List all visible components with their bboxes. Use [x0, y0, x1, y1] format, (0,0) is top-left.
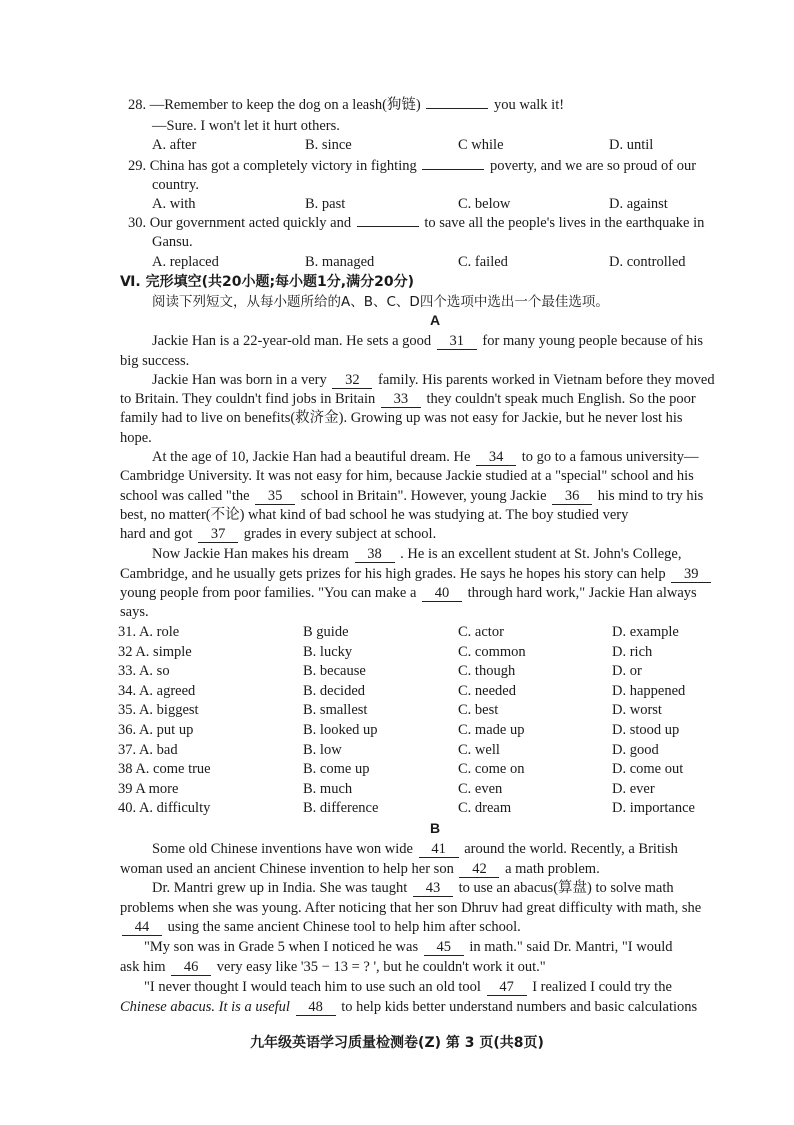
passage-line: big success.: [120, 353, 190, 369]
option: 38 A. come true: [118, 761, 211, 778]
answer-blank: 41: [419, 841, 459, 858]
option: B. decided: [303, 682, 366, 699]
answer-blank: 34: [476, 449, 516, 466]
passage-line: Jackie Han is a 22-year-old man. He sets a good 31 for many young people because of his: [152, 333, 704, 349]
option: A. replaced: [152, 254, 219, 270]
option: 34. A. agreed: [118, 682, 196, 699]
passage-line: problems when she was young. After noticing that her son Dhruv had great difficulty with math, she: [120, 900, 702, 916]
passage-line: Some old Chinese inventions have won wide 41 around the world. Recently, a British: [152, 841, 678, 857]
question-stem: to save all the people's lives in the earthquake in: [424, 215, 705, 231]
option: B. past: [305, 196, 346, 212]
option: B. difference: [303, 800, 379, 817]
answer-blank: 45: [424, 939, 464, 956]
option: D. worst: [612, 702, 662, 719]
option: C. though: [458, 663, 516, 680]
option: B. looked up: [303, 722, 378, 738]
option: 40. A. difficulty: [118, 800, 211, 817]
answer-blank: [422, 169, 484, 170]
option: C. best: [458, 702, 499, 719]
passage-line: family had to live on benefits(救济金). Growing up was not easy for Jackie, but he never lost his: [120, 410, 683, 426]
option: C. below: [458, 196, 511, 212]
answer-blank: 42: [459, 861, 499, 878]
question-stem: China has got a completely victory in fighting: [149, 158, 417, 174]
option: D. until: [609, 137, 654, 153]
answer-blank: [357, 226, 419, 227]
option: B. because: [303, 663, 366, 680]
option: B. lucky: [303, 643, 353, 660]
passage-line: says.: [120, 604, 149, 620]
question-reply: —Sure. I won't let it hurt others.: [152, 118, 340, 134]
answer-blank: 33: [381, 391, 421, 408]
passage-line: Jackie Han was born in a very 32 family. His parents worked in Vietnam before they moved: [152, 372, 715, 388]
question-stem: —Remember to keep the dog on a leash(狗链): [149, 97, 421, 113]
option: B. much: [303, 780, 353, 797]
option: D. happened: [612, 682, 686, 699]
answer-blank: 38: [355, 546, 395, 563]
question-stem: Our government acted quickly and: [149, 215, 352, 231]
section-title: Ⅵ. 完形填空(共20小题;每小题1分,满分20分): [120, 274, 414, 290]
option: 33. A. so: [118, 663, 170, 680]
passage-line: best, no matter(不论) what kind of bad school he was studying at. The boy studied very: [120, 507, 629, 523]
passage-line: woman used an ancient Chinese invention to help her son 42 a math problem.: [120, 861, 600, 877]
page-footer: 九年级英语学习质量检测卷(Z) 第 3 页(共8页): [250, 1035, 544, 1051]
option: D. rich: [612, 643, 653, 660]
option: C. well: [458, 741, 500, 758]
question-stem: poverty, and we are so proud of our: [490, 158, 697, 174]
option: 36. A. put up: [118, 722, 194, 738]
option: A. with: [152, 196, 196, 212]
option: C while: [458, 137, 504, 153]
passage-label: B: [430, 820, 441, 836]
option: 31. A. role: [118, 624, 180, 640]
option: 39 A more: [118, 780, 179, 797]
answer-blank: 44: [122, 919, 162, 936]
option: D. example: [612, 624, 679, 640]
answer-blank: 40: [422, 585, 462, 602]
option: D. stood up: [612, 722, 680, 738]
option: C. common: [458, 643, 526, 660]
answer-blank: 32: [332, 372, 372, 389]
passage-line: Now Jackie Han makes his dream 38 . He is an excellent student at St. John's College,: [152, 546, 682, 562]
option: B. low: [303, 741, 342, 758]
passage-line: At the age of 10, Jackie Han had a beautiful dream. He 34 to go to a famous university—: [152, 449, 699, 465]
answer-blank: 43: [413, 880, 453, 897]
passage-label: A: [430, 312, 441, 328]
option: D. against: [609, 196, 668, 212]
passage-line: Chinese abacus. It is a useful 48 to help kids better understand numbers and basic calculations: [120, 999, 698, 1015]
option: D. good: [612, 741, 659, 758]
answer-blank: 37: [198, 526, 238, 543]
question-28: [128, 96, 564, 115]
option: D. come out: [612, 761, 684, 778]
option: B. managed: [305, 254, 375, 270]
question-number: 28.: [128, 97, 147, 113]
option: D. importance: [612, 800, 695, 817]
passage-line: "My son was in Grade 5 when I noticed he was 45 in math." said Dr. Mantri, "I would: [144, 939, 673, 955]
passage-line: hope.: [120, 430, 152, 446]
passage-line: ask him 46 very easy like '35 − 13 = ? ', but he couldn't work it out.": [120, 959, 546, 975]
answer-blank: 31: [437, 333, 477, 350]
option: 32 A. simple: [118, 643, 192, 660]
option: C. needed: [458, 682, 516, 699]
option: 35. A. biggest: [118, 702, 199, 719]
option: C. actor: [458, 624, 504, 640]
option: C. made up: [458, 722, 525, 738]
passage-line: Cambridge, and he usually gets prizes for his high grades. He says he hopes his story can help 39: [120, 565, 713, 584]
question-number: 30.: [128, 215, 147, 231]
section-instruction: 阅读下列短文，从每小题所给的A、B、C、D四个选项中选出一个最佳选项。: [152, 294, 609, 310]
question-stem-cont: country.: [152, 177, 199, 193]
passage-line: to Britain. They couldn't find jobs in Britain 33 they couldn't speak much English. So the poor: [120, 391, 696, 407]
option: D. controlled: [609, 254, 686, 270]
question-number: 29.: [128, 158, 147, 174]
passage-line: Dr. Mantri grew up in India. She was taught 43 to use an abacus(算盘) to solve math: [152, 880, 674, 896]
passage-line: "I never thought I would teach him to use such an old tool 47 I realized I could try the: [144, 979, 672, 995]
option: C. come on: [458, 761, 525, 778]
option: B. smallest: [303, 702, 368, 719]
option: B. come up: [303, 761, 370, 778]
answer-blank: 35: [255, 488, 295, 505]
passage-line: young people from poor families. "You can make a 40 through hard work," Jackie Han always: [120, 585, 697, 601]
question-stem-cont: Gansu.: [152, 234, 193, 250]
option: B guide: [303, 624, 349, 640]
passage-line: 44 using the same ancient Chinese tool to help him after school.: [120, 918, 521, 937]
option: B. since: [305, 137, 352, 153]
option: 37. A. bad: [118, 741, 178, 758]
option: A. after: [152, 137, 197, 153]
answer-blank: 48: [296, 999, 336, 1016]
question-stem: you walk it!: [494, 97, 565, 113]
question-30: [128, 214, 704, 233]
passage-line: hard and got 37 grades in every subject at school.: [120, 526, 437, 542]
passage-line: school was called "the 35 school in Britain". However, young Jackie 36 his mind to try his: [120, 488, 704, 504]
answer-blank: [426, 108, 488, 109]
answer-blank: 39: [671, 566, 711, 583]
option: C. failed: [458, 254, 508, 270]
option: D. or: [612, 663, 642, 680]
question-29: [128, 157, 696, 176]
option: C. dream: [458, 800, 512, 817]
option: C. even: [458, 780, 503, 797]
answer-blank: 36: [552, 488, 592, 505]
option: D. ever: [612, 780, 655, 797]
passage-line: Cambridge University. It was not easy for him, because Jackie studied at a "special" school and his: [120, 468, 694, 484]
answer-blank: 46: [171, 959, 211, 976]
answer-blank: 47: [487, 979, 527, 996]
